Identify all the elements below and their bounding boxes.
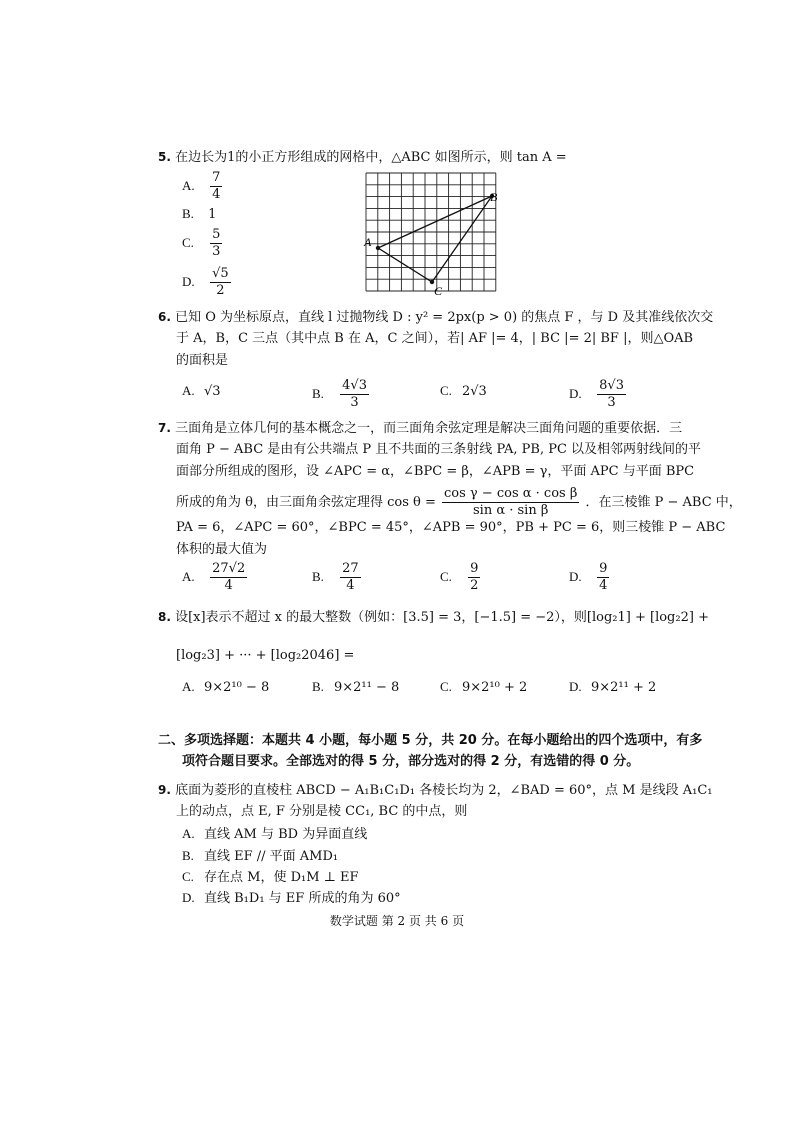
q6-option-c: C. 2√3 xyxy=(440,383,487,399)
q7-line1: 7. 三面角是立体几何的基本概念之一，而三面角余弦定理是解决三面角问题的重要依据．三 xyxy=(158,421,683,436)
q8-line1: 8. 设[x]表示不超过 x 的最大整数（例如：[3.5] = 3，[−1.5] = −2），则[log₂1] + [log₂2] + xyxy=(158,610,709,625)
q8-option-a: A. 9×2¹⁰ − 8 xyxy=(182,679,270,695)
q6-line2: 于 A，B，C 三点（其中点 B 在 A，C 之间），若| AF |= 4，| BC |= 2| BF |，则△OAB xyxy=(176,331,694,346)
q5-option-a: A. $\frac{7}{4}$ xyxy=(182,170,221,202)
q5-number: 5. xyxy=(158,150,171,164)
triangle-abc xyxy=(378,196,492,282)
q7-option-a: A. $\frac{27√2}{4}$ xyxy=(182,561,246,593)
q7-line4: 所成的角为 θ，由三面角余弦定理得 cos θ = $\frac{\text{cos γ − cos α · cos β}}{\text{sin α · sin β}}$ ．在三棱锥 P − ABC 中， xyxy=(176,486,742,518)
q9-option-b: B. 直线 EF // 平面 AMD₁ xyxy=(182,848,339,864)
q7-line3: 面部分所组成的图形，设 ∠APC = α，∠BPC = β，∠APB = γ，平面 APC 与平面 BPC xyxy=(176,464,695,479)
section2-line2: 项符合题目要求。全部选对的得 5 分，部分选对的得 2 分，有选错的得 0 分。 xyxy=(182,754,640,769)
q6-line3: 的面积是 xyxy=(176,353,229,368)
q5-stem xyxy=(158,148,567,167)
q6-line1: 6. 已知 O 为坐标原点，直线 l 过抛物线 D : y² = 2px(p > 0) 的焦点 F ，与 D 及其准线依次交 xyxy=(158,310,714,325)
label-c: C xyxy=(434,284,443,298)
q9-option-c: C. 存在点 M，使 D₁M ⊥ EF xyxy=(182,869,359,885)
q7-option-b: B. $\frac{27}{4}$ xyxy=(312,561,359,593)
q5-option-b: B. 1 xyxy=(182,206,217,222)
q7-line5: PA = 6，∠APC = 60°，∠BPC = 45°，∠APB = 90°，PB + PC = 6，则三棱锥 P − ABC xyxy=(176,520,726,535)
q6-option-d: D. $\frac{8√3}{3}$ xyxy=(569,378,624,410)
q9-line1: 9. 底面为菱形的直棱柱 ABCD − A₁B₁C₁D₁ 各棱长均为 2，∠BAD = 60°，点 M 是线段 A₁C₁ xyxy=(158,783,713,798)
q5-option-d: D. $\frac{√5}{2}$ xyxy=(182,266,229,298)
q7-option-c: C. $\frac{9}{2}$ xyxy=(440,561,479,593)
q6-option-b: B. $\frac{4√3}{3}$ xyxy=(312,378,367,410)
q9-line2: 上的动点，点 E, F 分别是棱 CC₁, BC 的中点，则 xyxy=(176,804,468,819)
q9-option-a: A. 直线 AM 与 BD 为异面直线 xyxy=(182,826,368,842)
section2-line1: 二、多项选择题：本题共 4 小题，每小题 5 分，共 20 分。在每小题给出的四个选项中，有多 xyxy=(158,733,703,748)
q8-option-c: C. 9×2¹⁰ + 2 xyxy=(440,679,528,695)
q7-option-d: D. $\frac{9}{4}$ xyxy=(569,561,608,593)
q7-line6: 体积的最大值为 xyxy=(176,542,268,557)
q7-line2: 面角 P − ABC 是由有公共端点 P 且不共面的三条射线 PA, PB, PC 以及相邻两射线间的平 xyxy=(176,442,702,457)
q8-line2: [log₂3] + ··· + [log₂2046] = xyxy=(176,648,355,663)
q9-option-d: D. 直线 B₁D₁ 与 EF 所成的角为 60° xyxy=(182,890,401,906)
q5-grid-figure xyxy=(362,171,502,299)
q8-option-b: B. 9×2¹¹ − 8 xyxy=(312,679,400,695)
label-a: A xyxy=(364,235,372,249)
page-footer: 数学试题 第 2 页 共 6 页 xyxy=(329,914,465,928)
q8-option-d: D. 9×2¹¹ + 2 xyxy=(569,679,657,695)
label-b: B xyxy=(490,190,498,204)
point-a xyxy=(376,246,380,250)
q5-text: 在边长为1的小正方形组成的网格中，△ABC 如图所示，则 tan A = xyxy=(175,150,567,165)
q5-option-c: C. $\frac{5}{3}$ xyxy=(182,227,221,259)
q6-option-a: A. √3 xyxy=(182,383,221,399)
